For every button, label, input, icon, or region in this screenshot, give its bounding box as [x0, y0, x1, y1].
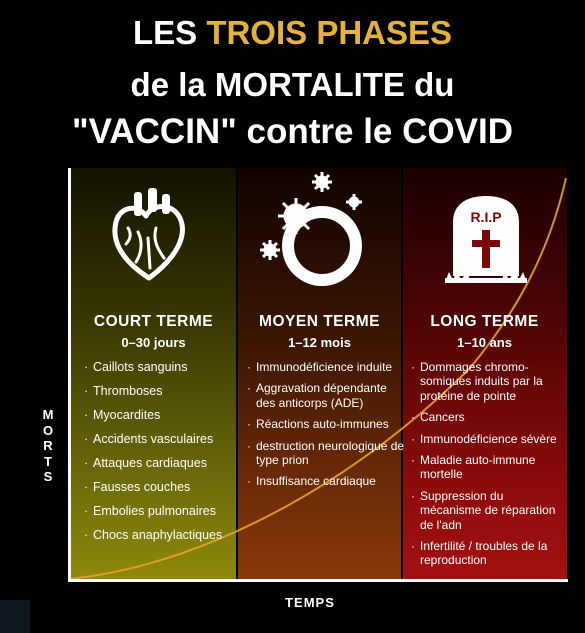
y-axis-letter: S: [43, 469, 53, 484]
list-item: · Immunodéficience induite: [247, 360, 405, 374]
list-item: · Immunodéficience sévère: [411, 432, 565, 446]
phase-duration-medium-term: 1–12 mois: [288, 335, 351, 350]
list-item: · Infertilité / troubles de la reproduction: [411, 539, 565, 568]
phase-duration-long-term: 1–10 ans: [457, 335, 512, 350]
list-item: · Myocardites: [84, 408, 234, 423]
x-axis-line: [68, 579, 568, 582]
list-item: · Accidents vasculaires: [84, 432, 234, 447]
list-item: · Réactions auto-immunes: [247, 417, 405, 431]
corner-shade: [0, 600, 30, 633]
y-axis-label: [40, 407, 56, 485]
title-line-2: de la MORTALITE du: [130, 66, 455, 103]
phase-duration-short-term: 0–30 jours: [121, 335, 186, 350]
title-line-1: [0, 14, 585, 52]
medium-term-effects-list: [247, 360, 405, 496]
list-item: · Aggravation dépendante des anticorps (ADE): [247, 381, 405, 410]
list-item: · Caillots sanguins: [84, 360, 234, 375]
list-item: · Insuffisance cardiaque: [247, 474, 405, 488]
list-item: · Fausses couches: [84, 480, 234, 495]
phase-title-short-term: COURT TERME: [93, 313, 214, 330]
phase-title-long-term: LONG TERME: [430, 313, 539, 330]
list-item: · destruction neurologique de type prion: [247, 439, 405, 468]
title-prefix: LES: [132, 14, 198, 51]
list-item: · Cancers: [411, 410, 565, 424]
list-item: · Dommages chromo-somiques induits par la protéine de pointe: [411, 360, 565, 403]
gravestone-text: R.I.P: [470, 209, 502, 225]
list-item: · Embolies pulmonaires: [84, 504, 234, 519]
virus-ring-icon: [258, 172, 378, 290]
phase-title-medium-term: MOYEN TERME: [259, 313, 380, 330]
y-axis-letter: R: [43, 438, 53, 453]
title-highlight: TROIS PHASES: [206, 14, 453, 51]
list-item: · Chocs anaphylactiques: [84, 528, 234, 543]
list-item: · Attaques cardiaques: [84, 456, 234, 471]
list-item: · Suppression du mécanisme de réparation de l'adn: [411, 489, 565, 532]
short-term-effects-list: [84, 360, 234, 552]
gravestone-icon: [445, 192, 527, 284]
x-axis-label: TEMPS: [285, 595, 335, 610]
y-axis-line: [68, 168, 71, 582]
y-axis-letter: O: [42, 422, 54, 438]
long-term-effects-list: [411, 360, 565, 575]
list-item: · Maladie auto-immune mortelle: [411, 453, 565, 482]
y-axis-letter: M: [42, 407, 54, 422]
heart-icon: [108, 188, 190, 284]
list-item: · Thromboses: [84, 384, 234, 399]
title-line-3: "VACCIN" contre le COVID: [72, 112, 513, 151]
y-axis-letter: T: [44, 453, 52, 469]
